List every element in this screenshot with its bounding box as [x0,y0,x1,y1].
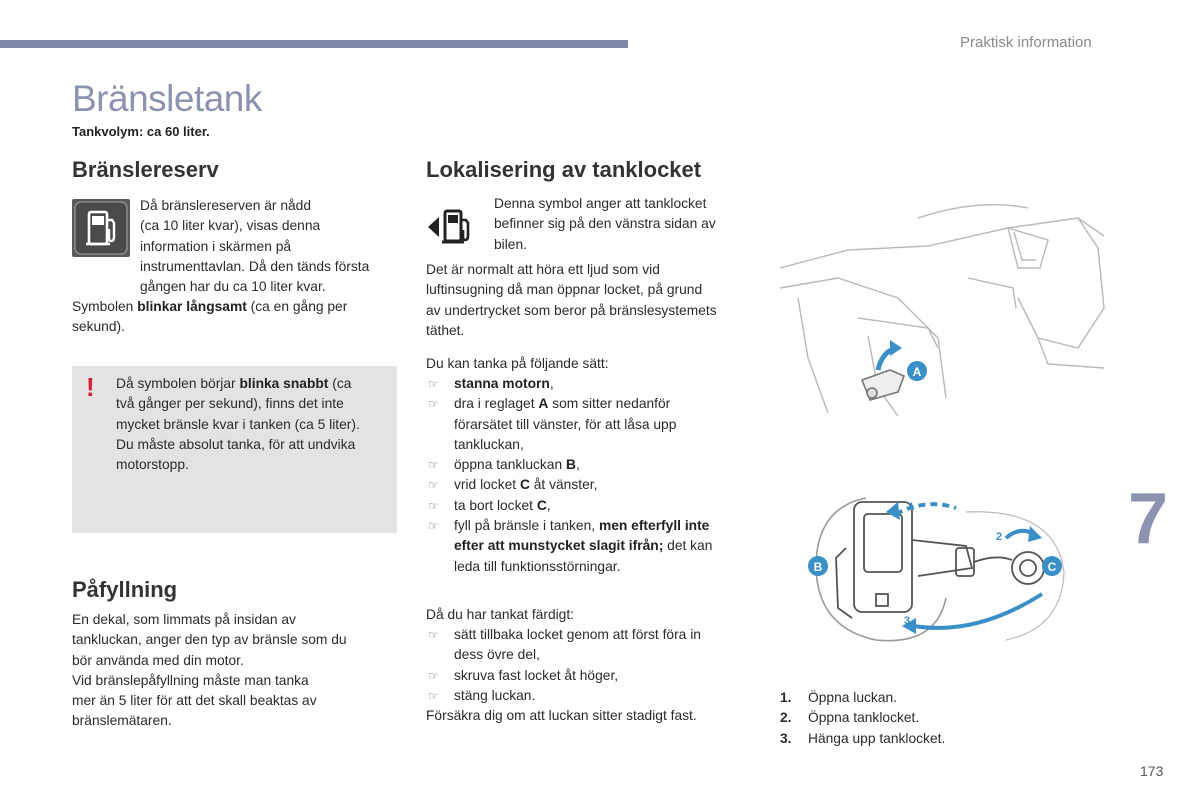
list-item: ☞ sätt tillbaka locket genom att först föra in dess övre del, [428,627,701,663]
reserve-heading: Bränslereserv [72,157,219,182]
warning-text: Då symbolen börjar blinka snabbt (ca två gånger per sekund), finns det inte mycket bränsle kvar i tanken (ca 5 liter). Du måste absolut tanka, för att undvika motorstopp. [116,376,360,473]
list-item: 2. Öppna tanklocket. [780,710,920,726]
ways-intro: Du kan tanka på följande sätt: [426,356,609,371]
callout-2: 2 [996,531,1003,543]
list-item: ☞ dra i reglaget A som sitter nedanför förarsätet till vänster, för att låsa upp tankluckan, [428,396,677,452]
callout-c: C [1047,560,1057,574]
page-number: 173 [1140,763,1164,779]
list-item: ☞ stäng luckan. [428,687,536,703]
list-item: 3. Hänga upp tanklocket. [780,730,946,746]
fuel-side-indicator-icon [428,208,478,251]
refill-text: En dekal, som limmats på insidan av tankluckan, anger den typ av bränsle som du bör använda med din motor. Vid bränslepåfyllning måste man tanka mer än 5 liter för att det skall beaktas av bränslemätaren. [72,612,347,729]
top-rule [0,40,628,48]
callout-b: B [813,560,823,574]
page-subtitle: Tankvolym: ca 60 liter. [72,124,210,139]
reserve-text: Då bränslereserven är nådd (ca 10 liter kvar), visas denna information i skärmen på instrumenttavlan. Då den tänds första gången har du ca 10 liter kvar. [140,198,370,295]
list-item: ☞ skruva fast locket åt höger, [428,667,619,683]
release-lever-illustration [778,188,1108,425]
done-intro: Då du har tankat färdigt: [426,607,575,622]
list-item: ☞ stanna motorn, [428,376,554,391]
refill-heading: Påfyllning [72,577,178,602]
reserve-blink-text: Symbolen blinkar långsamt (ca en gång per sekund). [72,299,348,335]
callout-1: 1 [908,501,915,513]
locate-heading: Lokalisering av tanklocket [426,157,702,182]
sound-text: Det är normalt att höra ett ljud som vid luftinsugning då man öppnar locket, på grund av undertrycket som beror på bränslesystemets täthet. [426,262,717,338]
warning-icon: ! [86,372,95,402]
list-item: ☞ vrid locket C åt vänster, [428,477,598,493]
list-item: ☞ fyll på bränsle i tanken, men efterfyll inte efter att munstycket slagit ifrån; det kan leda till funktionsstörningar. [428,518,713,574]
closing-text: Försäkra dig om att luckan sitter stadigt fast. [426,708,697,723]
callout-a: A [912,365,922,379]
callout-3: 3 [904,615,911,627]
fuel-cap-illustration [806,488,1076,653]
done-steps [426,625,756,706]
symbol-text: Denna symbol anger att tanklocket befinner sig på den vänstra sidan av bilen. [494,196,716,252]
fuel-pump-warning-icon [72,199,130,257]
list-item: ☞ ta bort locket C, [428,497,551,513]
list-item: ☞ öppna tankluckan B, [428,457,580,473]
chapter-number: 7 [1128,479,1169,559]
refuel-steps [426,374,756,577]
section-title: Praktisk information [960,34,1092,51]
figure-legend [780,688,945,749]
page-title: Bränsletank [72,78,262,119]
list-item: 1. Öppna luckan. [780,690,897,705]
